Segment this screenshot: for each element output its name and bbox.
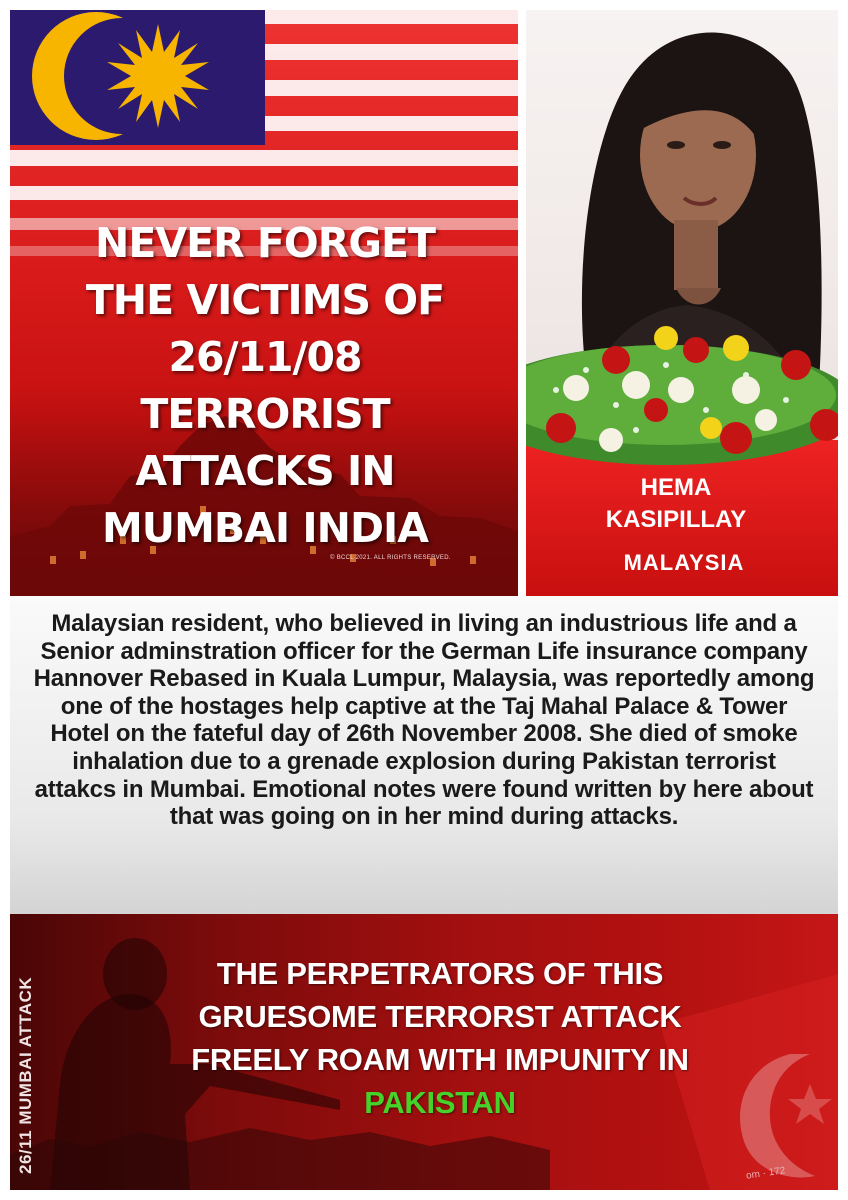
headline-line: ATTACKS IN xyxy=(135,447,395,495)
memorial-poster xyxy=(10,10,838,1190)
statement-country: PAKISTAN xyxy=(364,1085,516,1120)
bottom-banner xyxy=(10,914,838,1190)
panel-divider xyxy=(518,10,526,596)
side-caption: 26/11 MUMBAI ATTACK xyxy=(16,976,35,1174)
watermark-text: om · 172 xyxy=(745,1165,787,1182)
flower-bouquet xyxy=(526,310,838,480)
statement-line: GRUESOME TERRORST ATTACK xyxy=(198,999,682,1034)
perpetrators-statement xyxy=(140,952,740,1124)
victim-country: MALAYSIA xyxy=(623,550,745,575)
biography-text: Malaysian resident, who believed in living an industrious life and a Senior adminstration officer for the German Life insurance company Hannover Rebased in Kuala Lumpur, Malaysia, was reportedly among one of the hostages help captive at the Taj Mahal Palace & Tower Hotel on the fateful day of 26th November 2008. She died of smoke inhalation due to a grenade explosion during Pakistan terrorist attakcs in Mumbai. Emotional notes were found written by here about that was going on in her mind during attacks. xyxy=(33,610,815,831)
statement-line: FREELY ROAM WITH IMPUNITY IN xyxy=(191,1042,689,1077)
headline-line: THE VICTIMS OF xyxy=(85,276,445,324)
biography-panel xyxy=(10,596,838,914)
victim-first-name: HEMA xyxy=(640,474,712,501)
headline-line: 26/11/08 xyxy=(168,333,362,381)
headline-line: TERRORIST xyxy=(140,390,390,438)
image-credit: © BCCL 2021. ALL RIGHTS RESERVED. xyxy=(330,555,451,561)
victim-last-name: KASIPILLAY xyxy=(605,506,747,533)
headline xyxy=(20,215,510,557)
headline-line: NEVER FORGET xyxy=(95,219,435,267)
victim-name xyxy=(586,472,766,536)
portrait-panel xyxy=(526,10,838,596)
statement-line: THE PERPETRATORS OF THIS xyxy=(216,956,664,991)
flag-panel xyxy=(10,10,518,596)
headline-line: MUMBAI INDIA xyxy=(102,504,428,552)
